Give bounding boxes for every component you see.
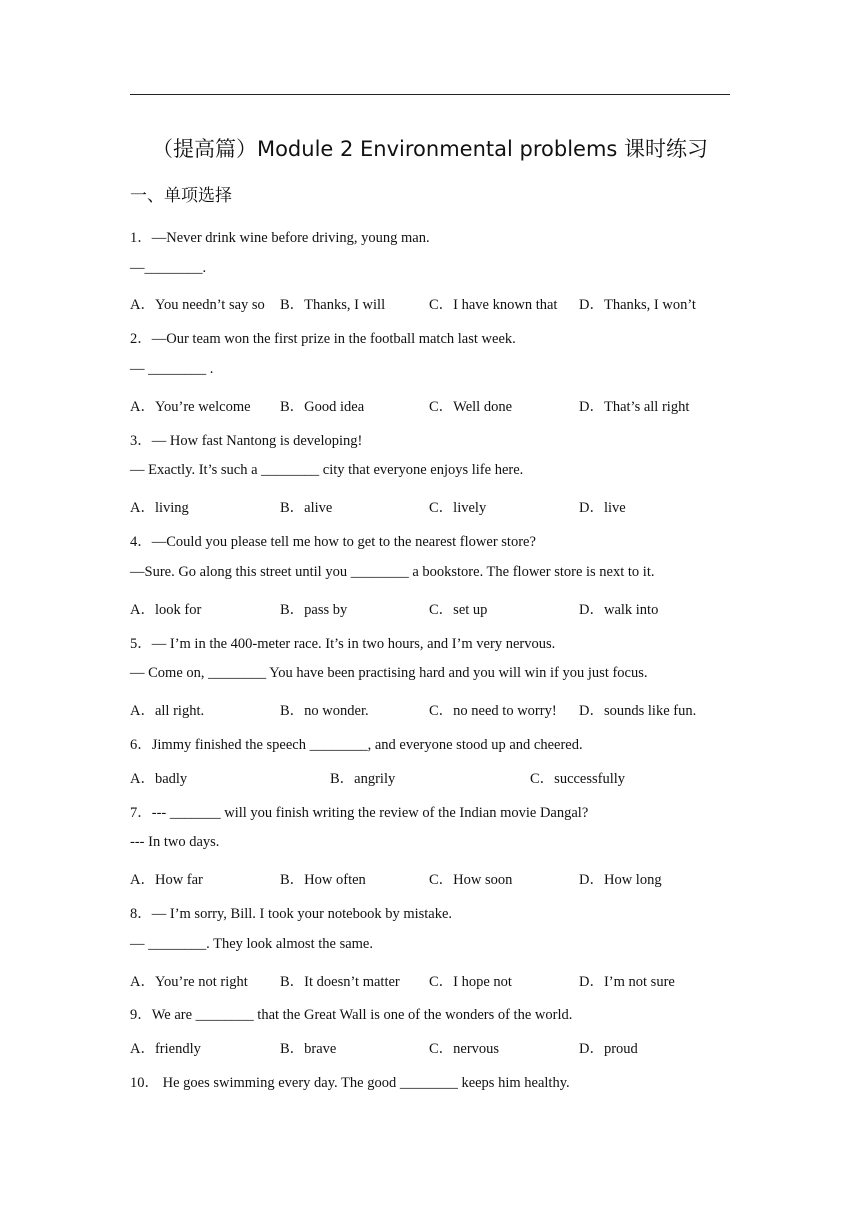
option-b: B．angrily (330, 771, 396, 787)
option-b: B．It doesn’t matter (280, 974, 400, 990)
question-4-reply: —Sure. Go along this street until you ________ a bookstore. The flower store is next to it. (130, 564, 655, 580)
option-b: B．pass by (280, 602, 348, 618)
option-a: A．badly (130, 771, 188, 787)
option-d: D．That’s all right (579, 399, 690, 415)
option-a: A．You needn’t say so (130, 297, 265, 313)
question-5-stem: 5．— I’m in the 400-meter race. It’s in two hours, and I’m very nervous. (130, 636, 556, 652)
option-d: D．proud (579, 1041, 638, 1057)
section-heading: 一、单项选择 (130, 186, 232, 206)
option-d: D．I’m not sure (579, 974, 675, 990)
header-rule (130, 94, 730, 95)
option-c: C．nervous (429, 1041, 500, 1057)
option-c: C．Well done (429, 399, 512, 415)
question-10-stem: 10． He goes swimming every day. The good ________ keeps him healthy. (130, 1075, 570, 1091)
option-c: C．I hope not (429, 974, 512, 990)
question-8-reply: — ________. They look almost the same. (130, 936, 373, 952)
question-1-stem: 1．—Never drink wine before driving, young man. (130, 230, 430, 246)
option-a: A．You’re not right (130, 974, 248, 990)
option-a: A．You’re welcome (130, 399, 251, 415)
option-c: C．no need to worry! (429, 703, 557, 719)
option-d: D．walk into (579, 602, 659, 618)
option-b: B．no wonder. (280, 703, 369, 719)
question-3-reply: — Exactly. It’s such a ________ city that everyone enjoys life here. (130, 462, 524, 478)
option-a: A．living (130, 500, 189, 516)
option-c: C．successfully (530, 771, 626, 787)
option-b: B．Thanks, I will (280, 297, 386, 313)
option-b: B．How often (280, 872, 366, 888)
option-c: C．I have known that (429, 297, 558, 313)
question-9-stem: 9．We are ________ that the Great Wall is one of the wonders of the world. (130, 1007, 573, 1023)
option-a: A．look for (130, 602, 202, 618)
option-c: C．set up (429, 602, 488, 618)
question-6-stem: 6．Jimmy finished the speech ________, and everyone stood up and cheered. (130, 737, 583, 753)
option-b: B．Good idea (280, 399, 365, 415)
question-2-reply: — ________ . (130, 361, 214, 377)
question-7-reply: --- In two days. (130, 834, 220, 850)
page-title: （提高篇）Module 2 Environmental problems 课时练习 (151, 137, 709, 161)
option-b: B．brave (280, 1041, 337, 1057)
option-b: B．alive (280, 500, 333, 516)
option-d: D．sounds like fun. (579, 703, 697, 719)
question-7-stem: 7．--- _______ will you finish writing the review of the Indian movie Dangal? (130, 805, 589, 821)
question-3-stem: 3．— How fast Nantong is developing! (130, 433, 363, 449)
question-1-reply: —________. (130, 260, 207, 276)
question-8-stem: 8．— I’m sorry, Bill. I took your notebook by mistake. (130, 906, 453, 922)
question-5-reply: — Come on, ________ You have been practising hard and you will win if you just focus. (130, 665, 648, 681)
option-a: A．all right. (130, 703, 205, 719)
option-a: A．friendly (130, 1041, 201, 1057)
question-4-stem: 4．—Could you please tell me how to get to the nearest flower store? (130, 534, 536, 550)
option-c: C．How soon (429, 872, 513, 888)
option-d: D．How long (579, 872, 662, 888)
option-c: C．lively (429, 500, 487, 516)
option-d: D．live (579, 500, 626, 516)
question-2-stem: 2．—Our team won the first prize in the football match last week. (130, 331, 516, 347)
option-a: A．How far (130, 872, 203, 888)
option-d: D．Thanks, I won’t (579, 297, 696, 313)
